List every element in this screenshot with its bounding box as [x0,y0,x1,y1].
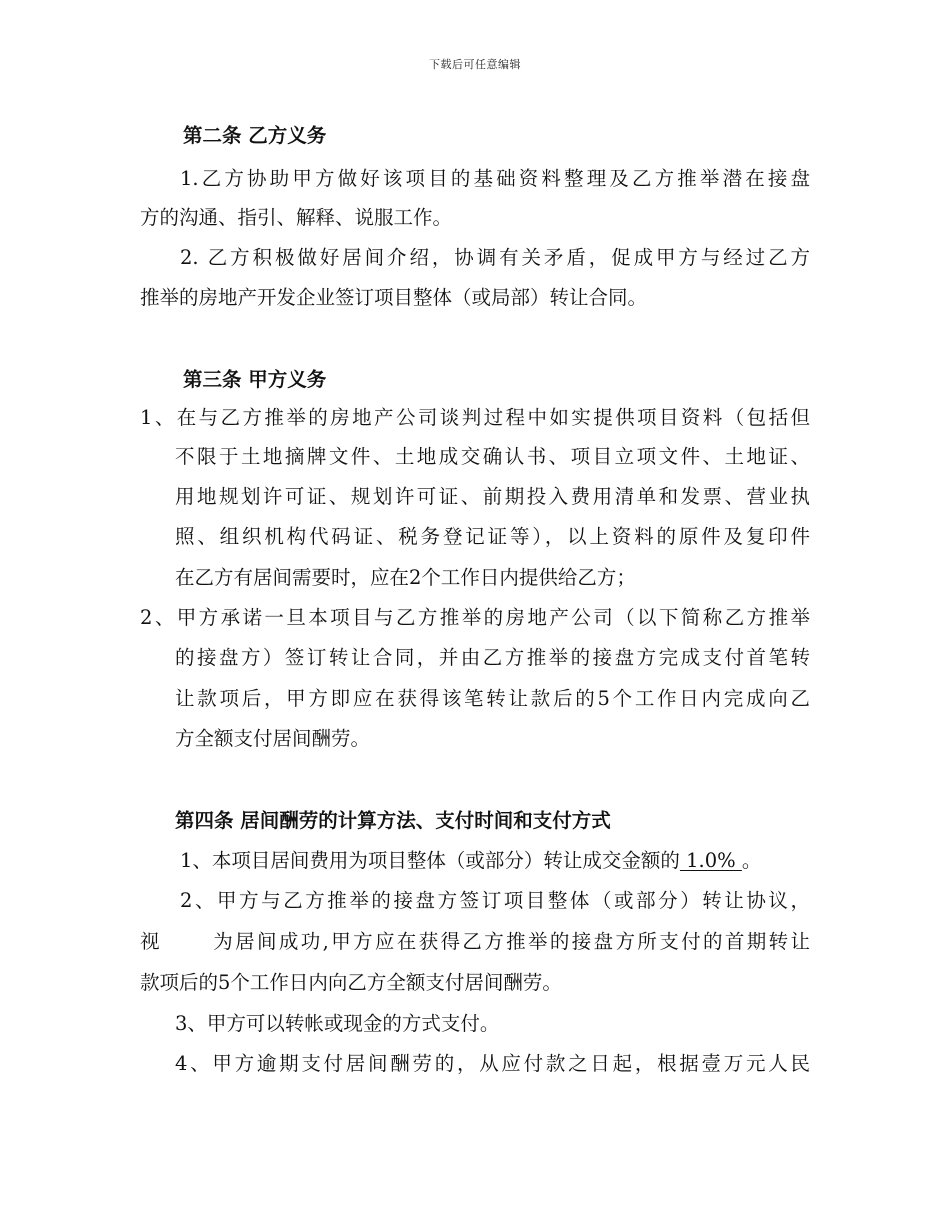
section-3-title: 第三条 甲方义务 [183,368,327,391]
section-2-item-2-line-2: 推举的房地产开发企业签订项目整体（或局部）转让合同。 [140,286,648,309]
section-3-item-2-line-1: 2、甲方承诺一旦本项目与乙方推举的房地产公司（以下简称乙方推举 [140,606,810,629]
section-2-title: 第二条 乙方义务 [183,124,327,147]
section-2-item-2-line-1: 2. 乙方积极做好居间介绍，协调有关矛盾，促成甲方与经过乙方 [180,246,810,269]
section-3-item-1-line-1: 1、在与乙方推举的房地产公司谈判过程中如实提供项目资料（包括但 [140,406,810,429]
section-3-item-1-line-2: 不限于土地摘牌文件、土地成交确认书、项目立项文件、土地证、 [175,445,810,468]
section-4-item-3: 3、甲方可以转帐或现金的方式支付。 [175,1012,500,1035]
section-3-item-1-line-4: 照、组织机构代码证、税务登记证等），以上资料的原件及复印件 [175,525,810,548]
section-3-item-2-line-4: 方全额支付居间酬劳。 [175,727,371,750]
section-4-item-1-prefix: 1、本项目居间费用为项目整体（或部分）转让成交金额的 [180,849,680,872]
section-4-title: 第四条 居间酬劳的计算方法、支付时间和支付方式 [175,809,611,832]
section-2-item-1-line-1: 1.乙方协助甲方做好该项目的基础资料整理及乙方推举潜在接盘 [180,167,810,190]
section-4-item-1 [180,849,761,873]
section-3-item-1-line-5: 在乙方有居间需要时，应在2个工作日内提供给乙方； [175,566,636,589]
header-note: 下载后可任意编辑 [429,58,521,71]
section-4-item-1-suffix: 。 [741,849,762,872]
section-2-item-1-line-2: 方的沟通、指引、解释、说服工作。 [140,206,453,229]
commission-rate: 1.0% [679,849,742,872]
section-4-item-2-line-1: 2、甲方与乙方推举的接盘方签订项目整体（或部分）转让协议， [180,889,810,912]
section-4-item-2-line-3: 款项后的5个工作日内向乙方全额支付居间酬劳。 [140,971,562,994]
section-4-item-2-line-2: 视 为居间成功,甲方应在获得乙方推举的接盘方所支付的首期转让 [140,930,810,953]
section-4-item-4-line-1: 4、甲方逾期支付居间酬劳的，从应付款之日起，根据壹万元人民 [175,1052,810,1075]
section-3-item-2-line-3: 让款项后，甲方即应在获得该笔转让款后的5个工作日内完成向乙 [175,687,810,710]
section-3-item-1-line-3: 用地规划许可证、规划许可证、前期投入费用清单和发票、营业执 [175,485,810,508]
section-3-item-2-line-2: 的接盘方）签订转让合同，并由乙方推举的接盘方完成支付首笔转 [175,646,810,669]
